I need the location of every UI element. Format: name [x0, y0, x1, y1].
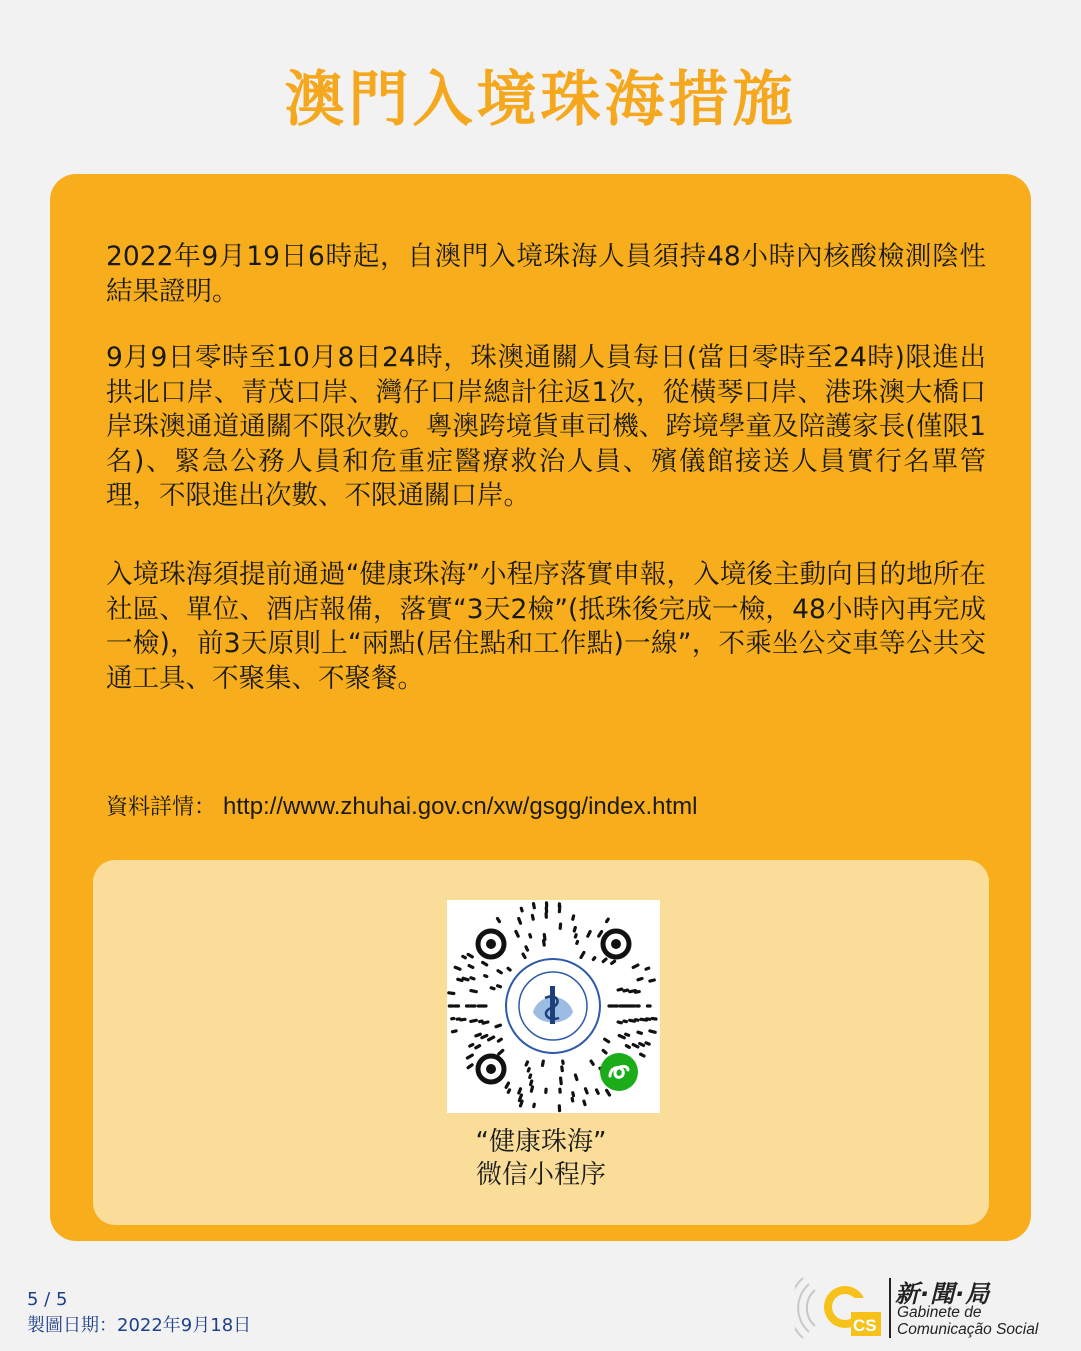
qr-panel: [93, 860, 989, 1225]
logo-name-portuguese-line1: Gabinete de: [897, 1304, 982, 1321]
qr-caption-title: “健康珠海”: [475, 1127, 607, 1157]
chart-date: 製圖日期：2022年9月18日: [27, 1315, 252, 1336]
logo-name-portuguese-line2: Comunicação Social: [897, 1321, 1039, 1338]
logo-name-chinese: 新·聞·局: [895, 1280, 991, 1308]
paragraph-3: 入境珠海須提前通過“健康珠海”小程序落實申報，入境後主動向目的地所在社區、單位、酒店報備，落實“3天2檢”(抵珠後完成一檢，48小時內再完成一檢)，前3天原則上“兩點(居住點和工作點)一線”，不乘坐公交車等公共交通工具、不聚集、不聚餐。: [106, 559, 986, 694]
content-card: [50, 174, 1031, 1241]
qr-caption: [79, 1126, 1003, 1192]
wechat-mini-program-qr-icon[interactable]: [447, 900, 660, 1113]
paragraph-2: 9月9日零時至10月8日24時，珠澳通關人員每日(當日零時至24時)限進出拱北口岸、青茂口岸、灣仔口岸總計往返1次，從橫琴口岸、港珠澳大橋口岸珠澳通道通關不限次數。粵澳跨境貨車司機、跨境學童及陪護家長(僅限1名)、緊急公務人員和危重症醫療救治人員、殯儀館接送人員實行名單管理，不限進出次數、不限通關口岸。: [106, 342, 986, 511]
source-label: 資料詳情：: [106, 795, 217, 820]
gcs-logo-icon: [795, 1272, 895, 1342]
page-indicator: 5 / 5: [27, 1289, 68, 1310]
paragraph-1: 2022年9月19日6時起，自澳門入境珠海人員須持48小時內核酸檢測陰性結果證明。: [106, 241, 986, 307]
source-link[interactable]: http://www.zhuhai.gov.cn/xw/gsgg/index.html: [223, 793, 698, 820]
source-info: [106, 792, 697, 823]
gcs-logo: [795, 1272, 1065, 1342]
qr-caption-subtitle: 微信小程序: [475, 1160, 606, 1190]
page-title: 澳門入境珠海措施: [284, 65, 797, 135]
svg-text:CS: CS: [853, 1316, 877, 1335]
